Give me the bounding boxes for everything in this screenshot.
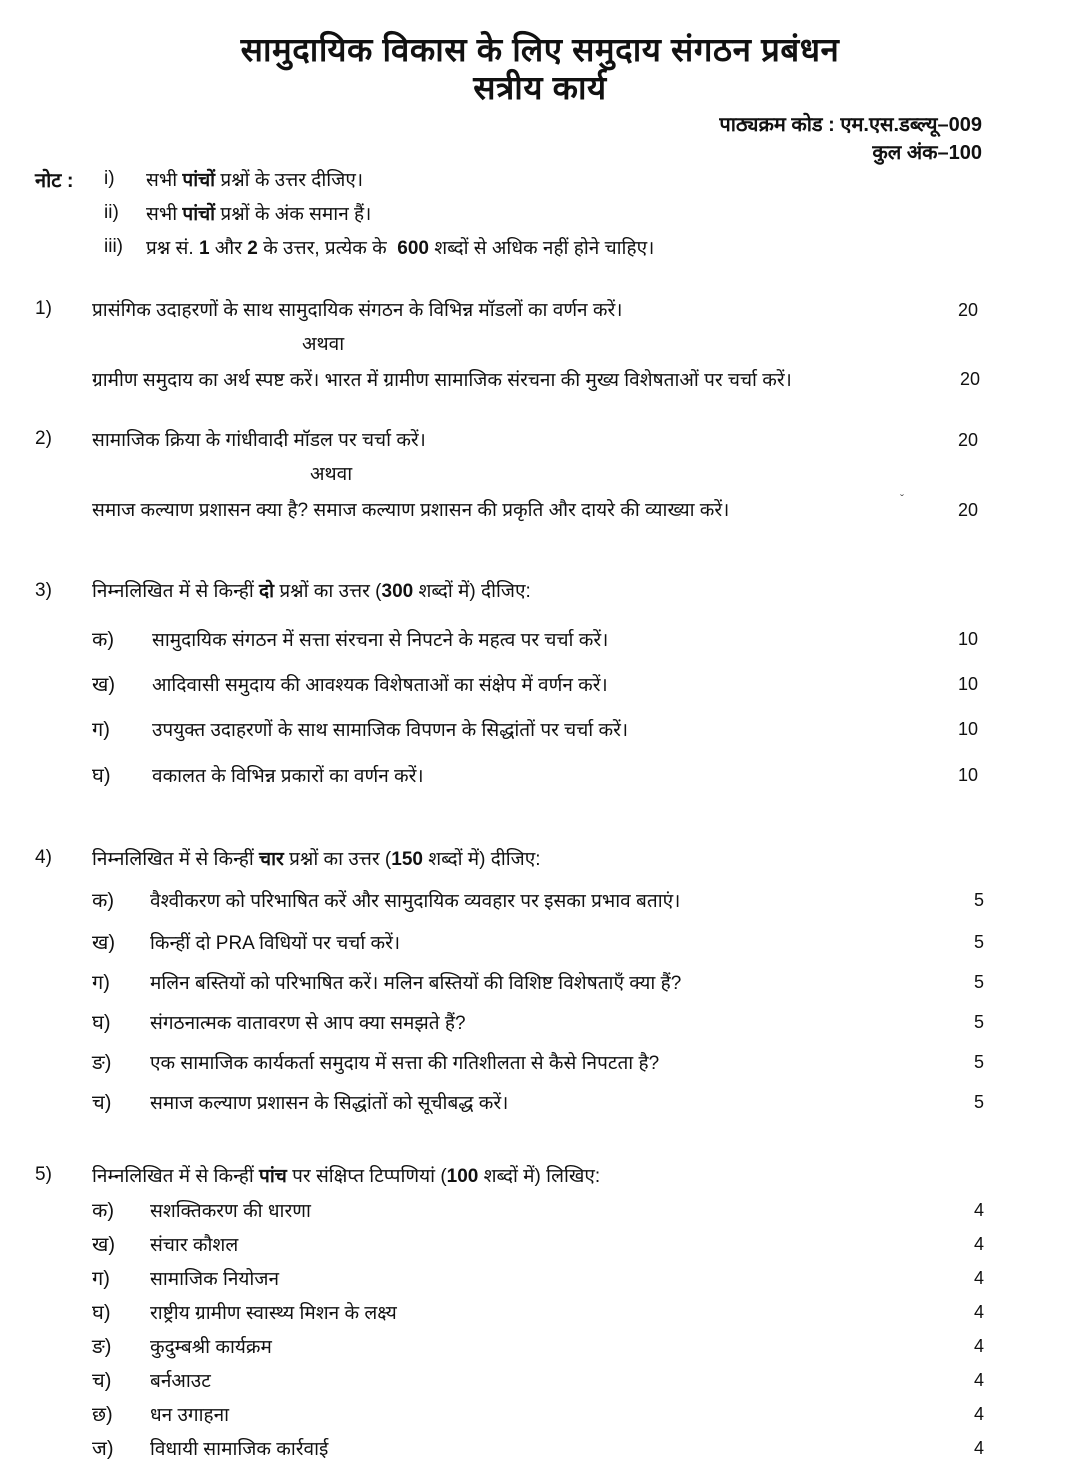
sub-question-marks: 5 [973,890,984,910]
note-item: प्रश्न सं. 1 और 2 के उत्तर, प्रत्येक के 600 शब्दों से अधिक नहीं होने चाहिए। [146,238,655,259]
question-number: 2) [35,428,52,449]
sub-question-text: मलिन बस्तियों को परिभाषित करें। मलिन बस्तियों की विशिष्ट विशेषताएँ क्या हैं? [150,973,682,994]
sub-question-text: राष्ट्रीय ग्रामीण स्वास्थ्य मिशन के लक्ष्य [150,1303,397,1324]
sub-question-text: विधायी सामाजिक कार्रवाई [150,1439,329,1460]
sub-question-label: ग) [92,719,110,741]
question-number: 5) [35,1164,52,1185]
sub-question-text: वैश्वीकरण को परिभाषित करें और सामुदायिक व्यवहार पर इसका प्रभाव बताएं। [150,891,681,912]
document-title: सामुदायिक विकास के लिए समुदाय संगठन प्रबंधन [240,31,840,68]
question-alt-marks: 20 [957,500,978,520]
sub-question-marks: 5 [973,972,984,992]
sub-question-label: ख) [92,1234,116,1256]
sub-question-marks: 4 [973,1404,984,1424]
sub-question-label: ग) [92,1268,110,1290]
sub-question-text: उपयुक्त उदाहरणों के साथ सामाजिक विपणन के सिद्धांतों पर चर्चा करें। [152,720,629,741]
sub-question-marks: 4 [973,1268,984,1288]
sub-question-label: च) [92,1092,112,1114]
note-item: सभी पांचों प्रश्नों के अंक समान हैं। [146,204,372,225]
question-number: 3) [35,580,52,601]
sub-question-marks: 4 [973,1302,984,1322]
question-number: 4) [35,847,52,868]
note-item: सभी पांचों प्रश्नों के उत्तर दीजिए। [146,170,364,191]
sub-question-text: सामाजिक नियोजन [150,1269,279,1290]
sub-question-marks: 4 [973,1438,984,1458]
question-intro: निम्नलिखित में से किन्हीं पांच पर संक्षिप्त टिप्पणियां (100 शब्दों में) लिखिए: [92,1166,601,1187]
document-subtitle: सत्रीय कार्य [473,69,607,106]
question-marks: 20 [957,300,978,320]
total-marks: कुल अंक–100 [872,142,982,164]
sub-question-marks: 5 [973,1052,984,1072]
question-text: प्रासंगिक उदाहरणों के साथ सामुदायिक संगठन के विभिन्न मॉडलों का वर्णन करें। [92,300,623,321]
sub-question-label: घ) [92,1012,111,1034]
sub-question-marks: 10 [957,629,978,649]
sub-question-label: घ) [92,765,111,787]
question-number: 1) [35,298,52,319]
sub-question-label: क) [92,629,115,651]
sub-question-marks: 10 [957,719,978,739]
question-alt-marks: 20 [959,369,980,389]
sub-question-text: आदिवासी समुदाय की आवश्यक विशेषताओं का संक्षेप में वर्णन करें। [152,675,608,696]
sub-question-text: संचार कौशल [150,1235,239,1256]
question-alt-text: ग्रामीण समुदाय का अर्थ स्पष्ट करें। भारत में ग्रामीण सामाजिक संरचना की मुख्य विशेषताओं पर चर्चा करें। [92,370,792,391]
sub-question-text: धन उगाहना [150,1405,230,1426]
sub-question-label: ङ) [92,1052,112,1074]
sub-question-text: वकालत के विभिन्न प्रकारों का वर्णन करें। [152,766,424,787]
sub-question-text: एक सामाजिक कार्यकर्ता समुदाय में सत्ता की गतिशीलता से कैसे निपटता है? [150,1053,660,1074]
sub-question-label: क) [92,890,115,912]
sub-question-text: कुदुम्बश्री कार्यक्रम [150,1337,272,1358]
sub-question-marks: 10 [957,765,978,785]
question-marks: 20 [957,430,978,450]
sub-question-label: ङ) [92,1336,112,1358]
sub-question-text: बर्नआउट [150,1371,211,1392]
course-code: पाठ्यक्रम कोड : एम.एस.डब्ल्यू–009 [719,114,982,136]
sub-question-marks: 5 [973,932,984,952]
stray-mark: ˇ [900,492,904,506]
sub-question-marks: 4 [973,1370,984,1390]
sub-question-label: घ) [92,1302,111,1324]
note-number: iii) [104,236,123,257]
note-number: i) [104,168,115,189]
note-number: ii) [104,202,119,223]
question-intro: निम्नलिखित में से किन्हीं चार प्रश्नों का उत्तर (150 शब्दों में) दीजिए: [92,849,541,870]
sub-question-text: सामुदायिक संगठन में सत्ता संरचना से निपटने के महत्व पर चर्चा करें। [152,630,609,651]
or-separator: अथवा [310,464,353,485]
sub-question-text: समाज कल्याण प्रशासन के सिद्धांतों को सूचीबद्ध करें। [150,1093,509,1114]
sub-question-label: ख) [92,674,116,696]
note-label: नोट : [35,170,74,192]
sub-question-marks: 5 [973,1012,984,1032]
sub-question-marks: 10 [957,674,978,694]
sub-question-label: ज) [92,1438,114,1460]
sub-question-label: ग) [92,972,110,994]
sub-question-label: क) [92,1200,115,1222]
question-text: सामाजिक क्रिया के गांधीवादी मॉडल पर चर्चा करें। [92,430,426,451]
sub-question-label: च) [92,1370,112,1392]
sub-question-text: संगठनात्मक वातावरण से आप क्या समझते हैं? [150,1013,466,1034]
sub-question-text: सशक्तिकरण की धारणा [150,1201,311,1222]
sub-question-marks: 4 [973,1200,984,1220]
sub-question-label: ख) [92,932,116,954]
sub-question-marks: 4 [973,1234,984,1254]
or-separator: अथवा [302,334,345,355]
sub-question-text: किन्हीं दो PRA विधियों पर चर्चा करें। [150,933,401,954]
sub-question-marks: 5 [973,1092,984,1112]
question-intro: निम्नलिखित में से किन्हीं दो प्रश्नों का उत्तर (300 शब्दों में) दीजिए: [92,581,531,602]
sub-question-marks: 4 [973,1336,984,1356]
question-alt-text: समाज कल्याण प्रशासन क्या है? समाज कल्याण प्रशासन की प्रकृति और दायरे की व्याख्या करें। [92,500,730,521]
sub-question-label: छ) [92,1404,113,1426]
